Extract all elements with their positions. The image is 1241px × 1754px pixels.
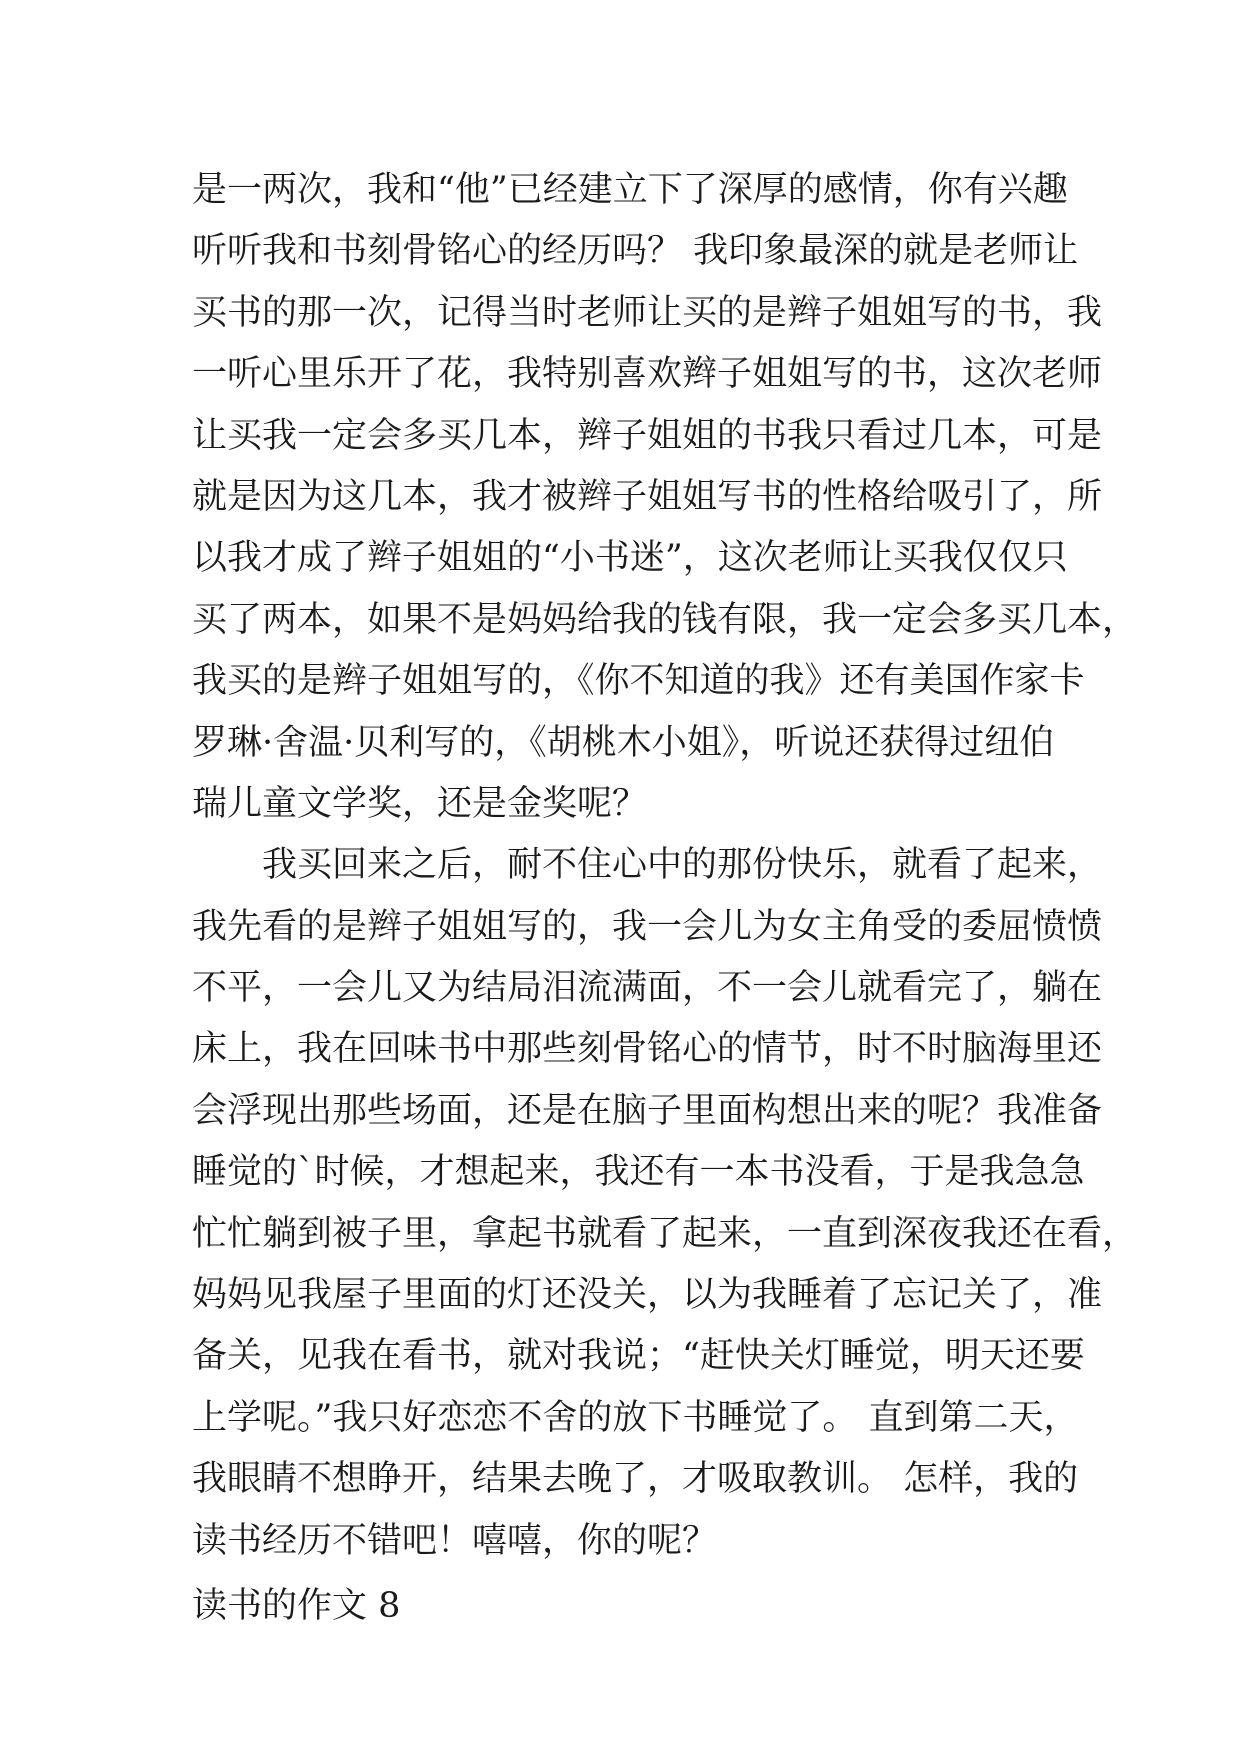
text-line: 听听我和书刻骨铭心的经历吗？ 我印象最深的就是老师让	[192, 231, 1079, 272]
text-line: 我眼睛不想睁开，结果去晚了，才吸取教训。 怎样，我的	[192, 1459, 1079, 1500]
text-line: 以我才成了辫子姐姐的“小书迷”，这次老师让买我仅仅只	[192, 538, 1068, 579]
text-line: 读书经历不错吧！嘻嘻，你的呢？	[192, 1520, 718, 1561]
text-line: 忙忙躺到被子里，拿起书就看了起来，一直到深夜我还在看，	[192, 1213, 1138, 1254]
text-line: 瑞儿童文学奖，还是金奖呢？	[192, 783, 648, 824]
text-line: 是一两次，我和“他”已经建立下了深厚的感情，你有兴趣	[192, 170, 1068, 210]
text-line: 买了两本，如果不是妈妈给我的钱有限，我一定会多买几本，	[192, 599, 1138, 640]
text-line: 不平，一会儿又为结局泪流满面，不一会儿就看完了，躺在	[192, 968, 1103, 1009]
text-line: 一听心里乐开了花，我特别喜欢辫子姐姐写的书，这次老师	[192, 354, 1103, 395]
text-line: 床上，我在回味书中那些刻骨铭心的情节，时不时脑海里还	[192, 1029, 1103, 1070]
section-heading: 读书的作文 8	[192, 1585, 401, 1626]
text-line: 会浮现出那些场面，还是在脑子里面构想出来的呢？我准备	[192, 1090, 1103, 1131]
text-line: 让买我一定会多买几本，辫子姐姐的书我只看过几本，可是	[192, 415, 1103, 456]
text-line: 买书的那一次，记得当时老师让买的是辫子姐姐写的书，我	[192, 292, 1103, 333]
text-line: 我买回来之后，耐不住心中的那份快乐，就看了起来，	[192, 845, 1103, 886]
text-line: 我买的是辫子姐姐写的，《你不知道的我》还有美国作家卡	[192, 661, 1085, 702]
text-line: 睡觉的`时候，才想起来，我还有一本书没看，于是我急急	[192, 1152, 1085, 1193]
text-line: 就是因为这几本，我才被辫子姐姐写书的性格给吸引了，所	[192, 476, 1103, 517]
text-line: 我先看的是辫子姐姐写的，我一会儿为女主角受的委屈愤愤	[192, 906, 1103, 947]
document-body	[192, 160, 1138, 1637]
text-line: 备关，见我在看书，就对我说；“赶快关灯睡觉，明天还要	[192, 1336, 1085, 1377]
text-line: 妈妈见我屋子里面的灯还没关，以为我睡着了忘记关了，准	[192, 1275, 1103, 1316]
text-line: 上学呢。”我只好恋恋不舍的放下书睡觉了。 直到第二天，	[192, 1397, 1079, 1438]
text-line: 罗琳·舍温·贝利写的，《胡桃木小姐》，听说还获得过纽伯	[192, 722, 1055, 763]
